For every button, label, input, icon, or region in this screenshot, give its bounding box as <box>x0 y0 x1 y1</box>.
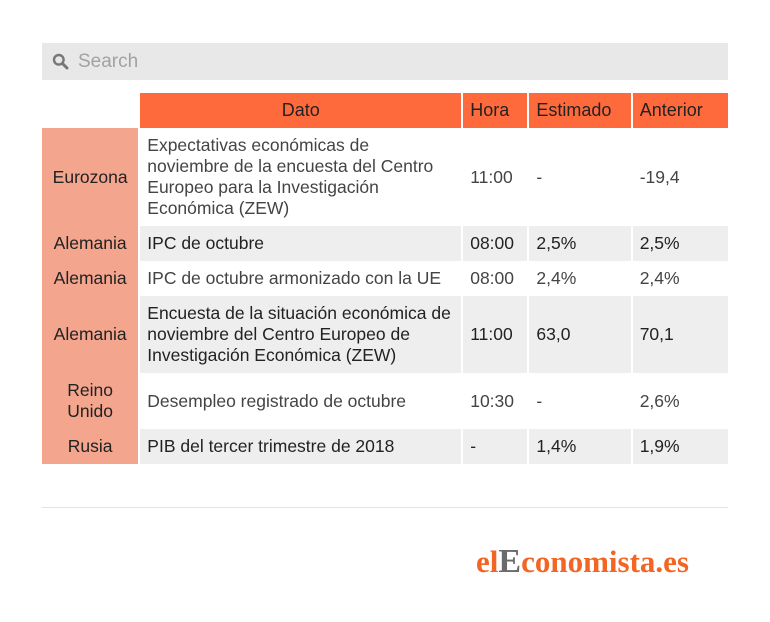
table-header-row <box>42 93 728 128</box>
country-cell: Alemania <box>42 226 138 261</box>
anterior-cell: 1,9% <box>633 429 728 464</box>
dato-cell: IPC de octubre armonizado con la UE <box>140 261 461 296</box>
header-dato: Dato <box>140 93 461 128</box>
dato-cell: Encuesta de la situación económica de noviembre del Centro Europeo de Investigación Económica (ZEW) <box>140 296 461 373</box>
table-row <box>42 373 728 429</box>
country-cell: Alemania <box>42 296 138 373</box>
anterior-cell: 2,6% <box>633 373 728 429</box>
header-anterior: Anterior <box>633 93 728 128</box>
hora-cell: 11:00 <box>463 128 527 226</box>
anterior-cell: 2,5% <box>633 226 728 261</box>
economic-calendar-table <box>40 93 730 464</box>
table-row <box>42 296 728 373</box>
header-hora: Hora <box>463 93 527 128</box>
header-estimado: Estimado <box>529 93 630 128</box>
logo-part-el: el <box>476 544 499 579</box>
dato-cell: IPC de octubre <box>140 226 461 261</box>
hora-cell: 10:30 <box>463 373 527 429</box>
dato-cell: PIB del tercer trimestre de 2018 <box>140 429 461 464</box>
anterior-cell: -19,4 <box>633 128 728 226</box>
estimado-cell: - <box>529 128 630 226</box>
hora-cell: 08:00 <box>463 261 527 296</box>
estimado-cell: 2,4% <box>529 261 630 296</box>
hora-cell: 11:00 <box>463 296 527 373</box>
header-corner <box>42 93 138 128</box>
divider <box>42 507 728 508</box>
logo-part-e: E <box>498 543 522 580</box>
estimado-cell: 63,0 <box>529 296 630 373</box>
dato-cell: Expectativas económicas de noviembre de la encuesta del Centro Europeo para la Investigación Económica (ZEW) <box>140 128 461 226</box>
estimado-cell: - <box>529 373 630 429</box>
eleconomista-logo[interactable] <box>476 543 689 581</box>
hora-cell: - <box>463 429 527 464</box>
search-bar[interactable] <box>42 43 728 80</box>
logo-part-conomista: conomista.es <box>521 544 689 579</box>
table-row <box>42 261 728 296</box>
country-cell: Alemania <box>42 261 138 296</box>
search-input[interactable] <box>76 43 716 80</box>
table-row <box>42 128 728 226</box>
hora-cell: 08:00 <box>463 226 527 261</box>
search-icon <box>52 53 69 70</box>
dato-cell: Desempleo registrado de octubre <box>140 373 461 429</box>
table-row <box>42 226 728 261</box>
anterior-cell: 70,1 <box>633 296 728 373</box>
anterior-cell: 2,4% <box>633 261 728 296</box>
country-cell: Rusia <box>42 429 138 464</box>
estimado-cell: 2,5% <box>529 226 630 261</box>
estimado-cell: 1,4% <box>529 429 630 464</box>
country-cell: Eurozona <box>42 128 138 226</box>
country-cell: Reino Unido <box>42 373 138 429</box>
table-row <box>42 429 728 464</box>
